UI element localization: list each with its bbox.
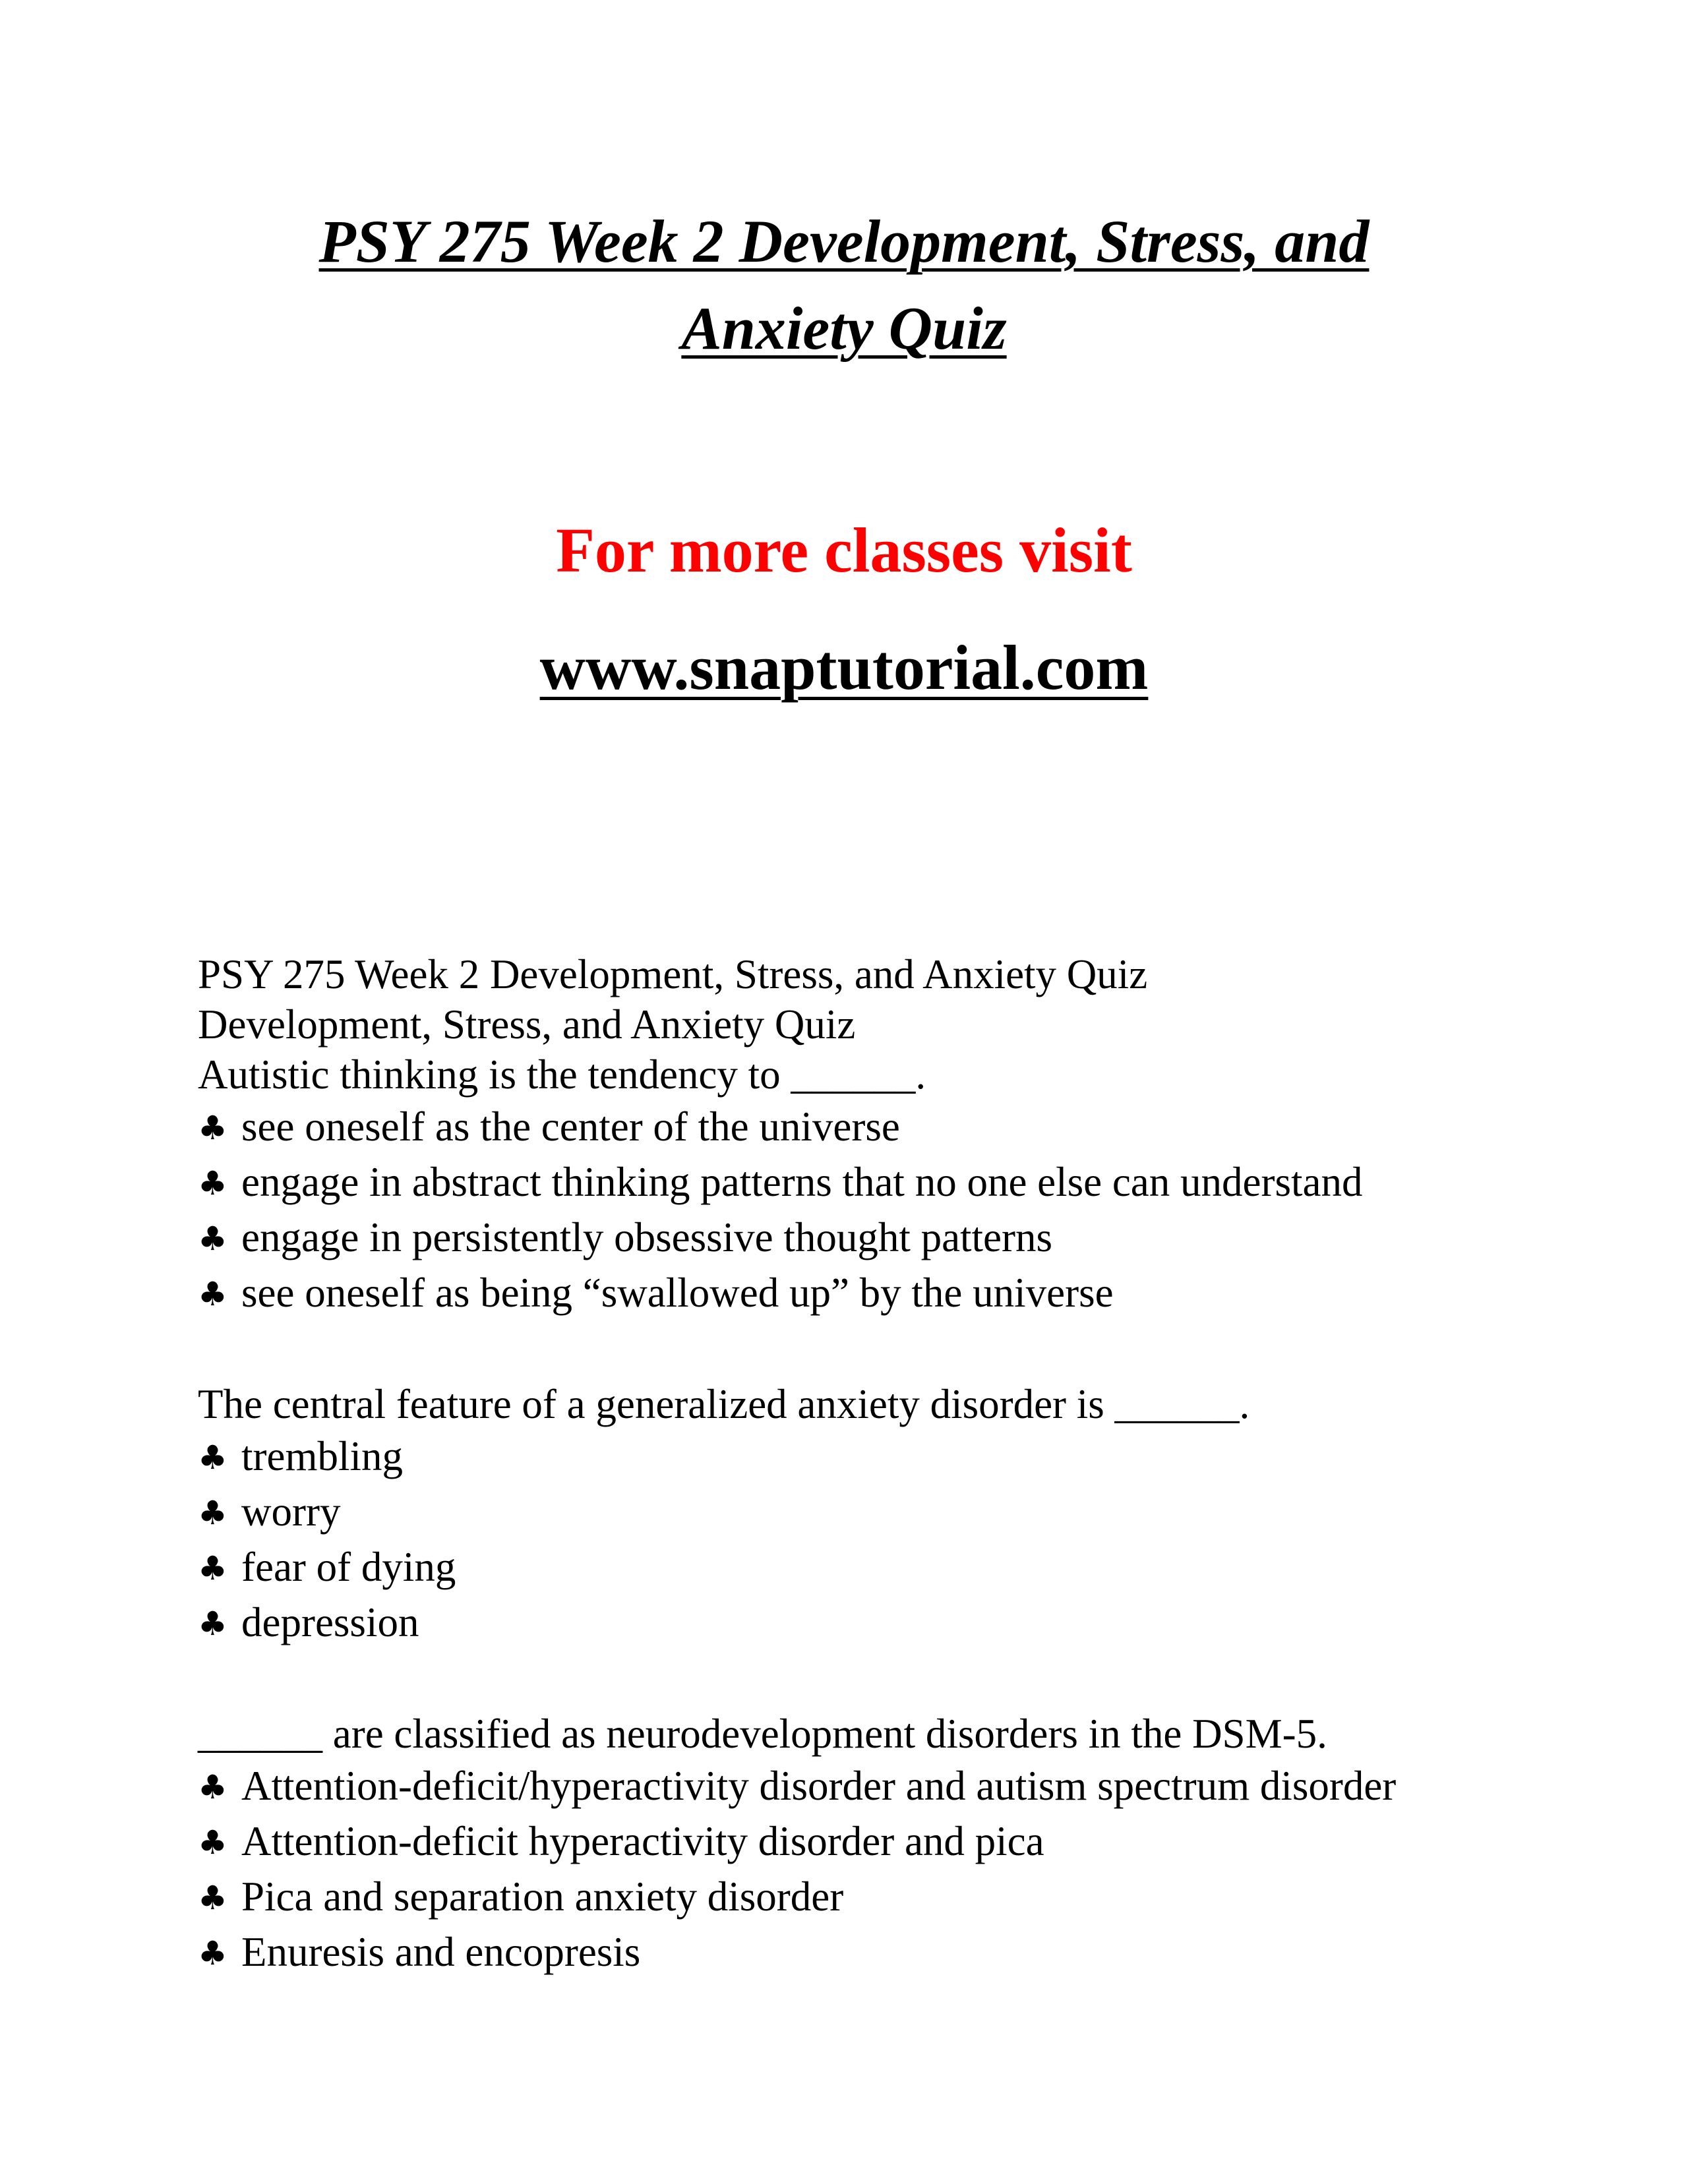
answer-option-text: trembling — [241, 1433, 403, 1479]
answer-option — [198, 1429, 1517, 1485]
answer-option — [198, 1595, 1517, 1651]
question-prompt: The central feature of a generalized anxiety disorder is ______. — [198, 1381, 1250, 1427]
answer-option — [198, 1485, 1517, 1540]
question-prompt: Autistic thinking is the tendency to ______. — [198, 1051, 926, 1098]
answer-option — [198, 1155, 1517, 1210]
answer-option-text: Enuresis and encopresis — [241, 1929, 641, 1975]
answer-option — [198, 1210, 1517, 1266]
quiz-question-block — [198, 1379, 1517, 1651]
club-suit-icon: ♣ — [198, 1879, 227, 1917]
answer-option — [198, 1759, 1517, 1814]
club-suit-icon: ♣ — [198, 1275, 227, 1313]
answer-option — [198, 1100, 1517, 1155]
club-suit-icon: ♣ — [198, 1220, 227, 1258]
answer-option — [198, 1814, 1517, 1870]
intro-course-line: PSY 275 Week 2 Development, Stress, and Anxiety Quiz — [198, 951, 1148, 997]
document-body — [198, 949, 1517, 1980]
club-suit-icon: ♣ — [198, 1438, 227, 1477]
question-prompt: ______ are classified as neurodevelopment disorders in the DSM-5. — [198, 1711, 1327, 1757]
answer-option — [198, 1540, 1517, 1595]
answer-option-text: engage in abstract thinking patterns that no one else can understand — [241, 1159, 1363, 1205]
answer-option — [198, 1266, 1517, 1321]
club-suit-icon: ♣ — [198, 1934, 227, 1972]
answer-option-text: Pica and separation anxiety disorder — [241, 1874, 844, 1920]
answer-option-text: see oneself as the center of the universe — [241, 1104, 900, 1150]
club-suit-icon: ♣ — [198, 1494, 227, 1532]
intro-quiz-line: Development, Stress, and Anxiety Quiz — [198, 1001, 856, 1048]
document-title: PSY 275 Week 2 Development, Stress, and Anxiety Quiz — [318, 208, 1370, 362]
club-suit-icon: ♣ — [198, 1109, 227, 1147]
promo-url-link[interactable]: www.snaptutorial.com — [539, 632, 1149, 703]
promo-block — [316, 511, 1372, 707]
promo-text: For more classes visit — [556, 515, 1132, 585]
quiz-question-block — [198, 1709, 1517, 1980]
answer-option-text: Attention-deficit hyperactivity disorder and pica — [241, 1818, 1044, 1864]
answer-option-text: see oneself as being “swallowed up” by the universe — [241, 1270, 1114, 1316]
answer-option-text: depression — [241, 1599, 419, 1645]
answer-option-text: fear of dying — [241, 1544, 456, 1590]
answer-option-text: engage in persistently obsessive thought patterns — [241, 1214, 1053, 1260]
answer-option — [198, 1925, 1517, 1980]
club-suit-icon: ♣ — [198, 1605, 227, 1643]
answer-option — [198, 1870, 1517, 1925]
club-suit-icon: ♣ — [198, 1823, 227, 1862]
quiz-question-block — [198, 949, 1517, 1321]
club-suit-icon: ♣ — [198, 1768, 227, 1806]
answer-option-text: worry — [241, 1489, 341, 1535]
club-suit-icon: ♣ — [198, 1549, 227, 1587]
club-suit-icon: ♣ — [198, 1164, 227, 1202]
answer-option-text: Attention-deficit/hyperactivity disorder and autism spectrum disorder — [241, 1763, 1397, 1809]
